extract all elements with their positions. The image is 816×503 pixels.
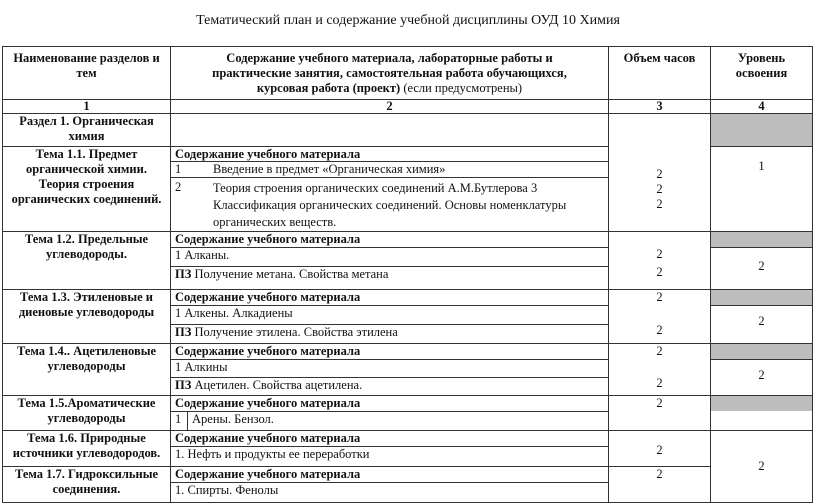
level-cell: [711, 290, 813, 344]
content-label: Содержание учебного материала: [175, 467, 361, 481]
document-title: Тематический план и содержание учебной дисциплины ОУД 10 Химия: [196, 13, 620, 28]
hours-value: 2: [656, 376, 663, 390]
topic-content: [171, 467, 609, 503]
level-value: 2: [711, 431, 813, 503]
hours-value: 2: [656, 182, 663, 196]
practice-item: [171, 324, 608, 343]
practice-label: ПЗ: [175, 267, 192, 281]
header-row: [3, 47, 813, 100]
hours-value: 2: [656, 344, 663, 358]
hours-value: 2: [656, 265, 663, 279]
header-col-hours: Объем часов: [609, 47, 711, 100]
content-item: 1. Нефть и продукты ее переработки: [171, 446, 608, 465]
hours-value: 2: [656, 247, 663, 261]
column-number: 4: [711, 100, 813, 114]
practice-item: [171, 266, 608, 285]
content-label: Содержание учебного материала: [175, 344, 361, 358]
topic-row: [3, 467, 813, 503]
header-col-content: [171, 47, 609, 100]
item-text: Введение в предмет «Органическая химия»: [213, 162, 446, 176]
hours-cell: [609, 431, 711, 467]
level-value: 2: [711, 359, 812, 394]
topic-row: [3, 290, 813, 344]
content-item: 1 Алканы.: [171, 247, 608, 266]
hours-value: 2: [656, 323, 663, 337]
header-content-line1: Содержание учебного материала, лабораторные работы и: [226, 51, 553, 65]
practice-text: Ацетилен. Свойства ацетилена.: [191, 378, 363, 392]
practice-text: Получение этилена. Свойства этилена: [191, 325, 398, 339]
column-number-row: [3, 100, 813, 114]
topic-title: Тема 1.3. Этиленовые и диеновые углеводороды: [3, 290, 171, 344]
level-value: 2: [711, 305, 812, 342]
content-label: Содержание учебного материала: [175, 290, 361, 304]
topic-row: [3, 431, 813, 467]
hours-value: 2: [656, 290, 663, 304]
topic-title: Тема 1.7. Гидроксильные соединения.: [3, 467, 171, 503]
topic-title: Тема 1.1. Предмет органической химии. Теория строения органических соединений.: [3, 147, 171, 232]
item-number: 2: [175, 180, 182, 194]
content-label: Содержание учебного материала: [175, 431, 361, 445]
plan-table: [2, 46, 813, 503]
content-label: Содержание учебного материала: [175, 147, 361, 161]
level-value: 2: [711, 247, 812, 285]
content-item: [171, 177, 608, 231]
header-content-bold: курсовая работа (проект): [256, 81, 401, 95]
header-content-line2: практические занятия, самостоятельная работа обучающихся,: [212, 66, 567, 80]
level-cell: [711, 396, 813, 431]
item-text: Теория строения органических соединений А.М.Бутлерова 3 Классификация органических соединений. Основы номенклатуры органических веществ.: [213, 181, 567, 229]
topic-content: [171, 344, 609, 396]
topic-content: [171, 232, 609, 290]
content-item: 1 Алкины: [171, 359, 608, 377]
level-value: 1: [711, 147, 813, 232]
level-cell: [711, 232, 813, 290]
hours-value: 2: [656, 167, 663, 181]
item-number: 1: [171, 412, 188, 430]
hours-value: 2: [656, 197, 663, 211]
content-item: [171, 161, 608, 177]
level-shaded-cell: [711, 114, 813, 147]
practice-label: ПЗ: [175, 378, 192, 392]
level-cell: [711, 344, 813, 396]
topic-title: Тема 1.5.Ароматические углеводороды: [3, 396, 171, 431]
content-label: Содержание учебного материала: [175, 232, 361, 246]
column-number: 1: [3, 100, 171, 114]
section-row: [3, 114, 813, 147]
topic-row: [3, 344, 813, 396]
practice-item: [171, 377, 608, 395]
hours-cell: [609, 232, 711, 290]
content-item: 1. Спирты. Фенолы: [171, 482, 608, 501]
topic-content: [171, 431, 609, 467]
topic-content: [171, 147, 609, 232]
content-item: 1 Алкены. Алкадиены: [171, 305, 608, 324]
topic-title: Тема 1.6. Природные источники углеводородов.: [3, 431, 171, 467]
topic-title: Тема 1.2. Предельные углеводороды.: [3, 232, 171, 290]
header-col-level: Уровень освоения: [711, 47, 813, 100]
content-item: [171, 411, 608, 430]
header-content-line3: [175, 81, 604, 96]
header-content-normal: (если предусмотрены): [400, 81, 523, 95]
practice-text: Получение метана. Свойства метана: [191, 267, 389, 281]
header-col-sections: Наименование разделов и тем: [3, 47, 171, 100]
section-title: Раздел 1. Органическая химия: [3, 114, 171, 147]
column-number: 2: [171, 100, 609, 114]
topic-row: [3, 396, 813, 431]
topic-title: Тема 1.4.. Ацетиленовые углеводороды: [3, 344, 171, 396]
topic-content: [171, 290, 609, 344]
topic-row: [3, 232, 813, 290]
item-text: Арены. Бензол.: [192, 412, 274, 426]
column-number: 3: [609, 100, 711, 114]
practice-label: ПЗ: [175, 325, 192, 339]
item-number: 1: [175, 162, 182, 176]
hours-cell: [609, 114, 711, 232]
hours-value: 2: [609, 467, 711, 503]
hours-value: 2: [609, 396, 711, 431]
hours-value: 2: [656, 443, 663, 457]
hours-cell: [609, 344, 711, 396]
hours-cell: [609, 290, 711, 344]
content-label: Содержание учебного материала: [175, 396, 361, 410]
topic-content: [171, 396, 609, 431]
